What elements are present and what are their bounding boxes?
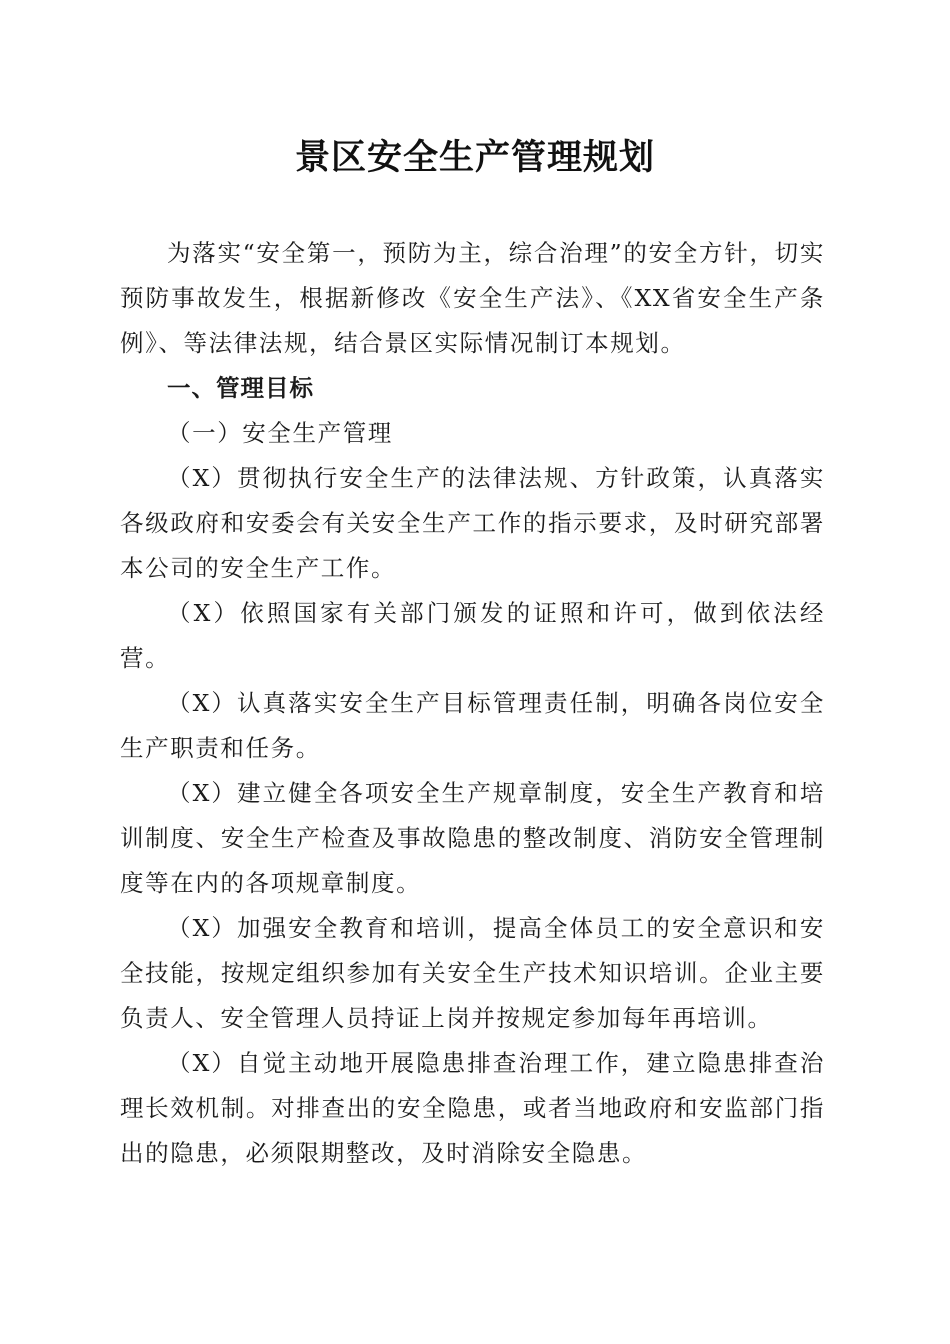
subsection-heading: （一）安全生产管理 bbox=[167, 419, 393, 447]
list-item: （X）依照国家有关部门颁发的证照和许可，做到依法经营。 bbox=[120, 599, 825, 672]
section-heading: 一、管理目标 bbox=[167, 374, 314, 402]
document-body bbox=[120, 231, 825, 1176]
list-item: （X）自觉主动地开展隐患排查治理工作，建立隐患排查治理长效机制。对排查出的安全隐患，或者当地政府和安监部门指出的隐患，必须限期整改，及时消除安全隐患。 bbox=[120, 1049, 825, 1167]
document-title: 景区安全生产管理规划 bbox=[294, 137, 655, 178]
list-item: （X）加强安全教育和培训，提高全体员工的安全意识和安全技能，按规定组织参加有关安全生产技术知识培训。企业主要负责人、安全管理人员持证上岗并按规定参加每年再培训。 bbox=[120, 914, 825, 1032]
intro-paragraph: 为落实“安全第一，预防为主，综合治理”的安全方针，切实预防事故发生，根据新修改《安全生产法》、《XX省安全生产条例》、等法律法规，结合景区实际情况制订本规划。 bbox=[120, 239, 825, 357]
list-item: （X）认真落实安全生产目标管理责任制，明确各岗位安全生产职责和任务。 bbox=[120, 689, 825, 762]
list-item: （X）建立健全各项安全生产规章制度，安全生产教育和培训制度、安全生产检查及事故隐患的整改制度、消防安全管理制度等在内的各项规章制度。 bbox=[120, 779, 825, 897]
list-item: （X）贯彻执行安全生产的法律法规、方针政策，认真落实各级政府和安委会有关安全生产工作的指示要求，及时研究部署本公司的安全生产工作。 bbox=[120, 464, 825, 582]
